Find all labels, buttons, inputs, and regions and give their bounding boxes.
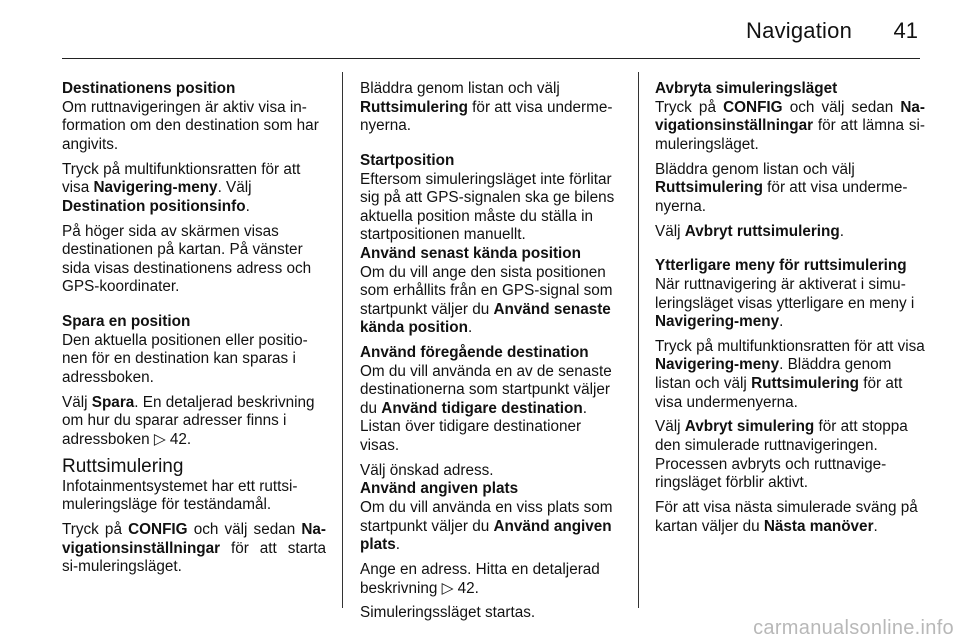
menu-term: Ruttsimulering [360, 98, 468, 116]
paragraph: Välj önskad adress. [360, 461, 494, 479]
paragraph: Om du vill använda en viss plats som startpunkt väljer du Använd angiven plats. [360, 499, 613, 554]
paragraph: Den aktuella positionen eller positio-nen för en destination kan sparas i adressboken. [62, 331, 308, 386]
paragraph: Om du vill ange den sista positionen som erhållits från en GPS-signal som startpunkt väljer du Använd senaste kända position. [360, 263, 613, 337]
section-heading: Spara en position [62, 313, 191, 331]
paragraph: Tryck på multifunktionsratten för att visa Navigering-meny. Välj Destination positionsinfo. [62, 160, 301, 215]
page-number: 41 [893, 18, 918, 43]
paragraph: Bläddra genom listan och välj Ruttsimulering för att visa underme-nyerna. [655, 160, 908, 215]
menu-term: Ruttsimulering [751, 375, 860, 393]
paragraph: Välj Avbryt ruttsimulering. [655, 222, 844, 240]
page-title: Navigation [746, 18, 852, 43]
menu-term: Använd senaste kända position [360, 300, 611, 337]
menu-term: Nästa manöver [763, 517, 874, 535]
watermark: carmanualsonline.info [753, 617, 954, 639]
chapter-heading: Ruttsimulering [62, 455, 184, 477]
page-ref-arrow-icon: ▷ [441, 579, 454, 597]
paragraph: Bläddra genom listan och välj Ruttsimulering för att visa underme-nyerna. [360, 80, 613, 135]
menu-term: Avbryt simulering [684, 418, 815, 436]
menu-term: Navigering-meny [93, 179, 218, 197]
menu-term: Na-vigationsinställningar [655, 98, 925, 135]
paragraph: På höger sida av skärmen visas destinationen på kartan. På vänster sida visas destinationens adress och GPS-koordinater. [62, 222, 312, 296]
page-ref: 42. [457, 579, 479, 597]
paragraph: Om du vill använda en av de senaste destinationerna som startpunkt väljer du Använd tidigare destination. Listan över tidigare destinationer visas. [360, 362, 612, 455]
menu-term: Navigering-meny [655, 313, 780, 331]
button-term: CONFIG [723, 98, 783, 116]
paragraph: När ruttnavigering är aktiverat i simu-leringsläget visas ytterligare en meny i Navigering-meny. [655, 275, 915, 331]
menu-term: Använd angiven plats [360, 517, 612, 554]
paragraph: Tryck på CONFIG och välj sedan Na-vigationsinställningar för att starta si-muleringsläget. [62, 521, 326, 576]
menu-term: Spara [91, 393, 135, 411]
paragraph: Tryck på CONFIG och välj sedan Na-vigationsinställningar för att lämna si-muleringsläget. [655, 98, 925, 153]
menu-term: Navigering-meny [655, 356, 780, 374]
paragraph: Infotainmentsystemet har ett ruttsi-muleringsläge för teständamål. [62, 477, 298, 514]
paragraph: Välj Avbryt simulering för att stoppa den simulerade ruttnavigeringen. Processen avbryts och ruttnavige-ringsläget förblir aktivt. [655, 418, 908, 492]
page-ref: 42. [169, 430, 192, 448]
paragraph: Välj Spara. En detaljerad beskrivning om hur du sparar adresser finns i adressboken ▷ 42. [62, 393, 315, 448]
paragraph: Ange en adress. Hitta en detaljerad beskrivning ▷ 42. [360, 561, 600, 597]
paragraph: Om ruttnavigeringen är aktiv visa in-formation om den destination som har angivits. [62, 98, 319, 153]
paragraph: För att visa nästa simulerade sväng på kartan väljer du Nästa manöver. [655, 499, 918, 535]
paragraph: Simuleringssläget startas. [360, 604, 536, 622]
section-heading: Ytterligare meny för ruttsimulering [655, 257, 907, 275]
menu-term: Destination positionsinfo [62, 197, 246, 215]
section-heading: Avbryta simuleringsläget [655, 80, 838, 97]
menu-term: Ruttsimulering [655, 179, 763, 197]
menu-term: Avbryt ruttsimulering [684, 222, 840, 240]
button-term: CONFIG [128, 521, 188, 538]
page-header [62, 0, 920, 59]
menu-term: Använd tidigare destination [381, 399, 583, 417]
column-middle [360, 80, 624, 629]
section-heading: Destinationens position [62, 80, 236, 97]
paragraph: Eftersom simuleringsläget inte förlitar sig på att GPS-signalen ska ge bilens aktuella position måste du ställa in startpositionen manuellt. [360, 170, 615, 244]
paragraph: Tryck på multifunktionsratten för att visa Navigering-meny. Bläddra genom listan och välj Ruttsimulering för att visa undermenyerna. [655, 337, 925, 411]
page-ref-arrow-icon: ▷ [153, 430, 166, 448]
column-divider [342, 72, 343, 608]
section-heading: Använd angiven plats [360, 480, 519, 498]
column-left [62, 80, 326, 583]
section-heading: Använd senast kända position [360, 244, 581, 262]
section-heading: Startposition [360, 151, 455, 169]
section-heading: Använd föregående destination [360, 344, 589, 362]
column-right [655, 80, 925, 542]
column-divider [638, 72, 639, 608]
menu-term: Na-vigationsinställningar [62, 521, 326, 557]
